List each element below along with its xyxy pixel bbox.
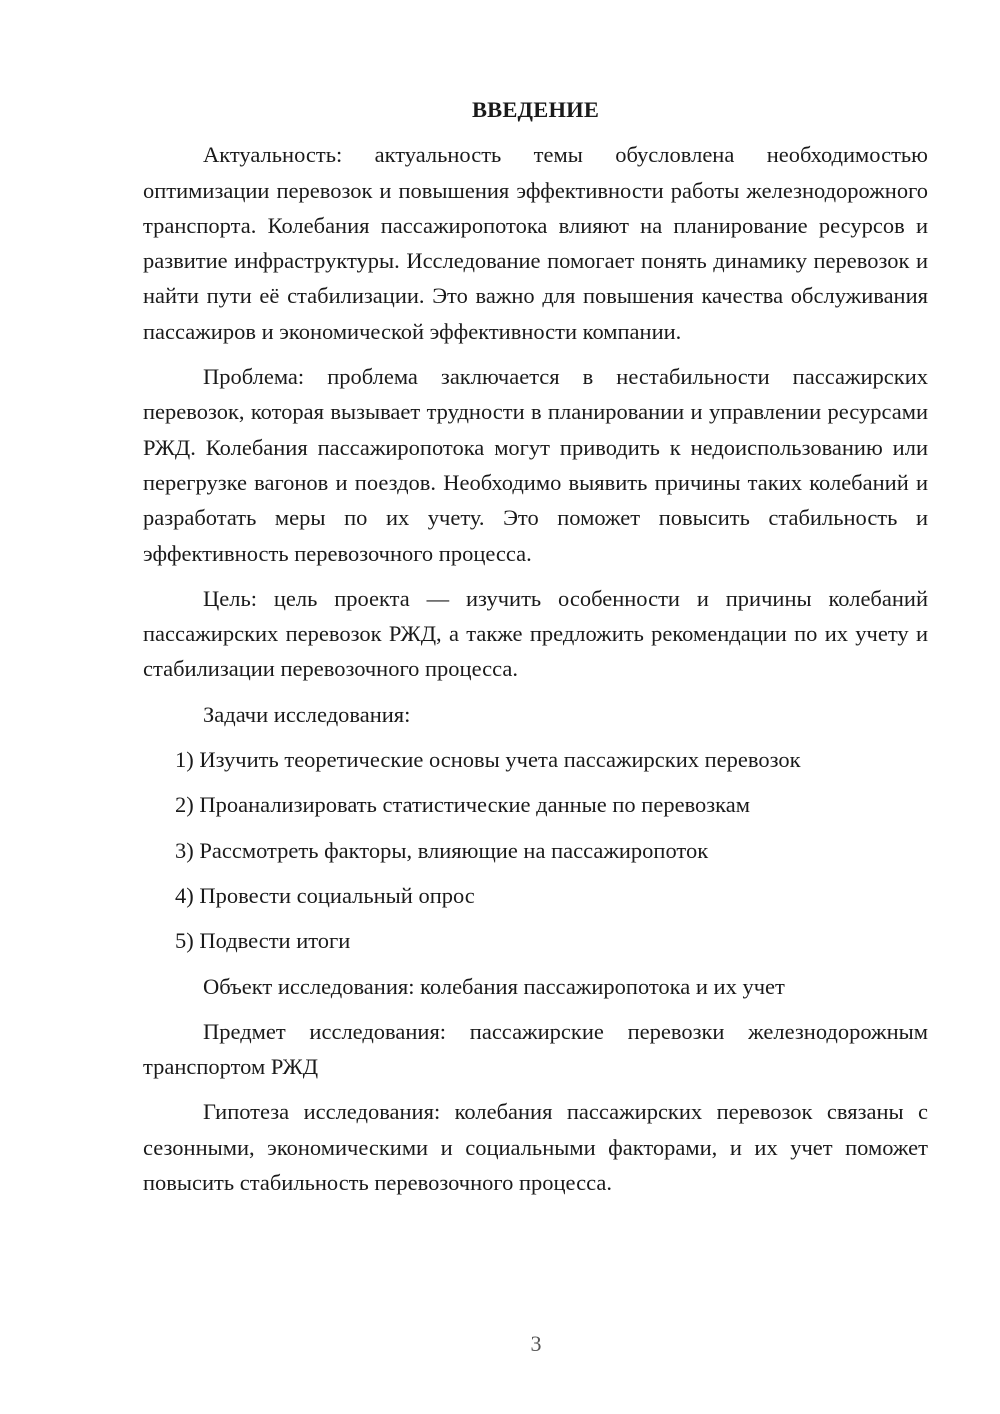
page-title: ВВЕДЕНИЕ: [471, 97, 600, 122]
relevance-paragraph: Актуальность: актуальность темы обусловлена необходимостью оптимизации перевозок и повышения эффективности работы железнодорожного транспорта. Колебания пассажиропотока влияют на планирование ресурсов и развитие инфраструктуры. Исследование помогает понять динамику перевозок и найти пути её стабилизации. Это важно для повышения качества обслуживания пассажиров и экономической эффективности компании.: [143, 142, 928, 344]
task-item: 1) Изучить теоретические основы учета пассажирских перевозок: [175, 747, 801, 773]
tasks-label: Задачи исследования:: [203, 701, 411, 727]
subject-paragraph: Предмет исследования: пассажирские перевозки железнодорожным транспортом РЖД: [143, 1018, 928, 1080]
task-item: 5) Подвести итоги: [175, 928, 351, 954]
hypothesis-paragraph: Гипотеза исследования: колебания пассажирских перевозок связаны с сезонными, экономическими и социальными факторами, и их учет поможет повысить стабильность перевозочного процесса.: [143, 1099, 928, 1196]
page-content: [143, 92, 928, 1210]
task-item: 2) Проанализировать статистические данные по перевозкам: [175, 792, 750, 818]
page-number: 3: [530, 1331, 542, 1356]
object-paragraph: Объект исследования: колебания пассажиропотока и их учет: [203, 973, 785, 999]
task-item: 4) Провести социальный опрос: [175, 882, 475, 908]
goal-paragraph: Цель: цель проекта — изучить особенности и причины колебаний пассажирских перевозок РЖД, а также предложить рекомендации по их учету и стабилизации перевозочного процесса.: [143, 585, 928, 682]
problem-paragraph: Проблема: проблема заключается в нестабильности пассажирских перевозок, которая вызывает трудности в планировании и управлении ресурсами РЖД. Колебания пассажиропотока могут приводить к недоиспользованию или перегрузке вагонов и поездов. Необходимо выявить причины таких колебаний и разработать меры по их учету. Это поможет повысить стабильность и эффективность перевозочного процесса.: [143, 364, 928, 566]
task-item: 3) Рассмотреть факторы, влияющие на пассажиропоток: [175, 837, 709, 863]
tasks-list: [143, 742, 928, 958]
